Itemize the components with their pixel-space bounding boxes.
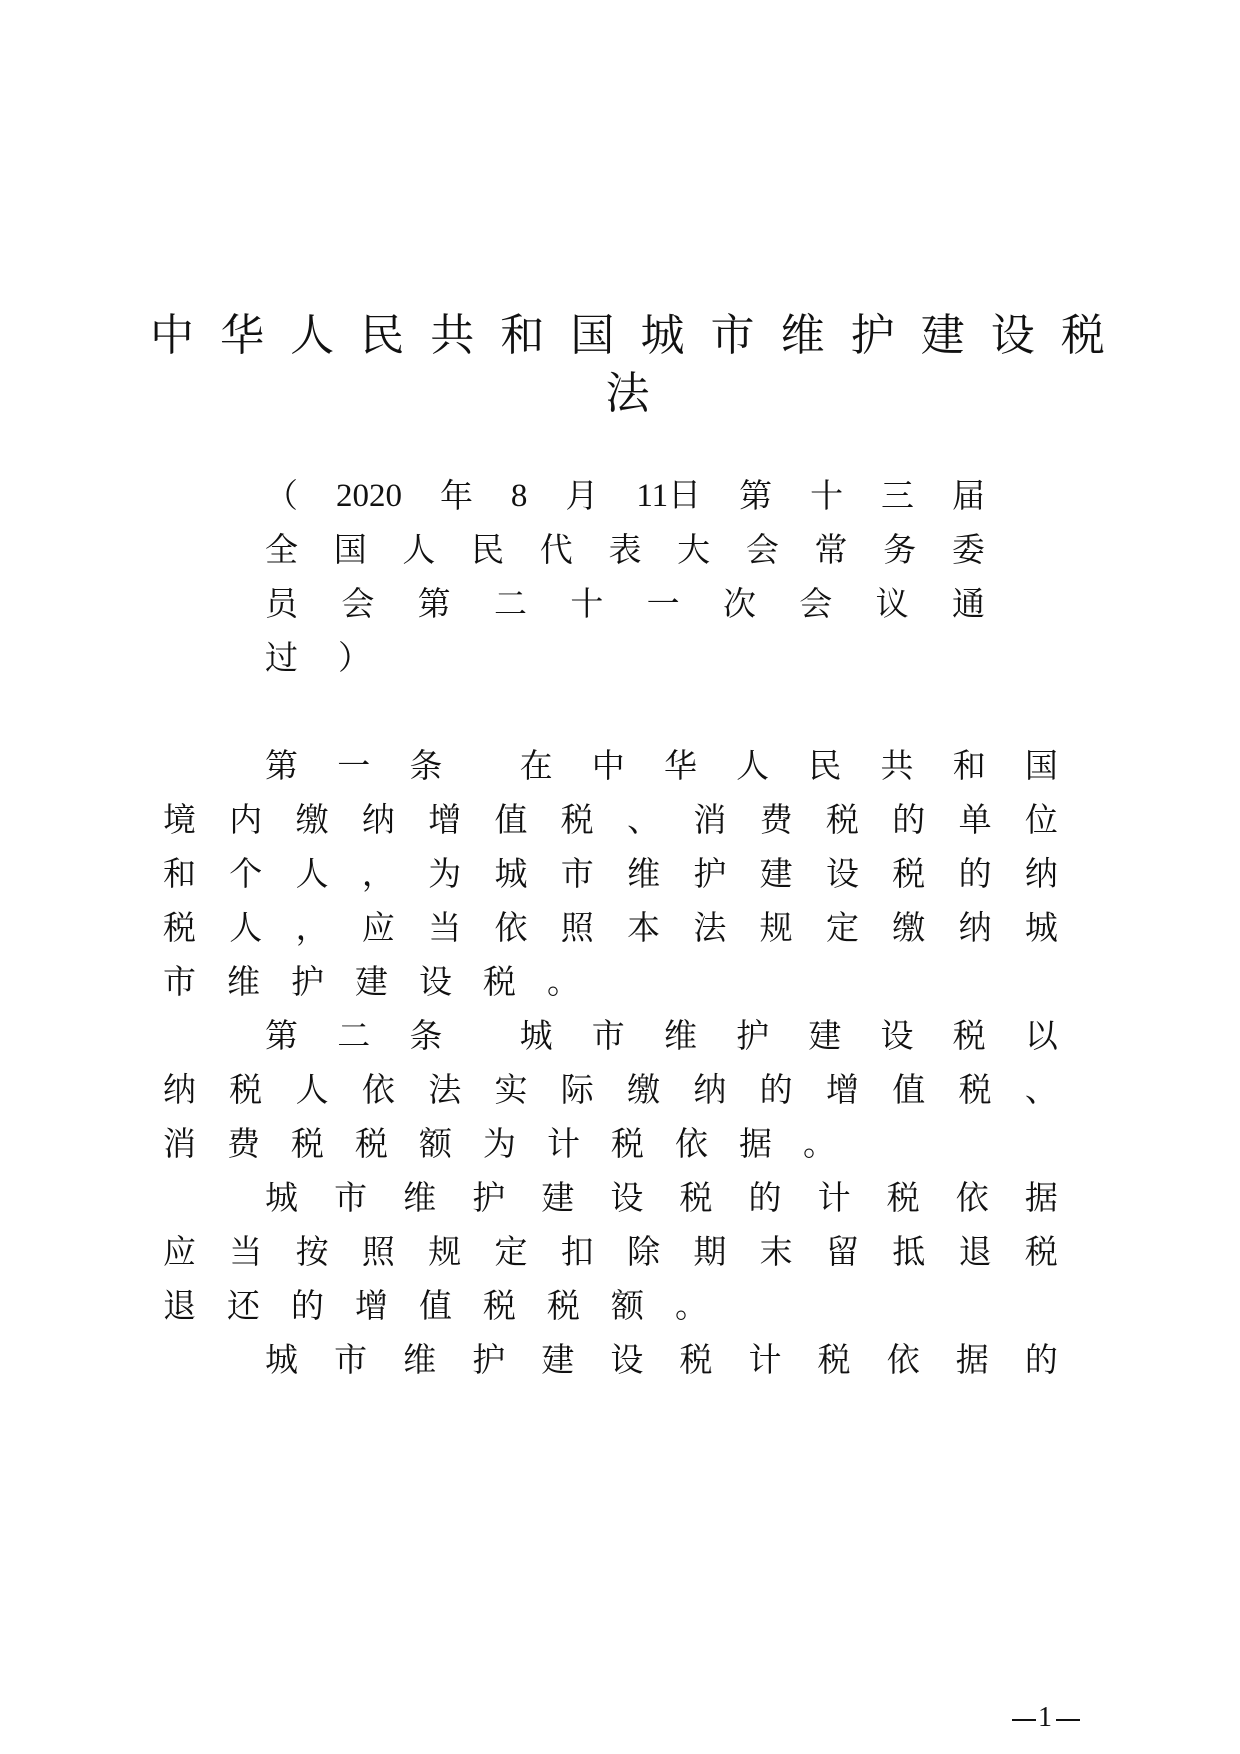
char: 税	[1060, 310, 1105, 361]
char: 会	[341, 584, 375, 623]
char: 华	[220, 310, 265, 361]
char: 实	[494, 1070, 528, 1109]
char: 维	[403, 1178, 437, 1217]
char: 税	[560, 800, 594, 839]
char: 依	[361, 1070, 395, 1109]
char: 市	[591, 1016, 625, 1055]
char: 退	[163, 1286, 196, 1325]
char: 常	[814, 530, 848, 569]
adoption-note-line-4	[265, 636, 371, 680]
char: 务	[883, 530, 917, 569]
char: 设	[880, 1016, 914, 1055]
char: 税	[825, 800, 859, 839]
char: 当	[229, 1232, 263, 1271]
char: 条	[409, 1016, 443, 1055]
char: 民	[808, 746, 842, 785]
char: 建	[920, 310, 965, 361]
char: 在	[519, 746, 553, 785]
char: 共	[880, 746, 914, 785]
char: 扣	[560, 1232, 594, 1271]
article-1-line-5	[163, 960, 580, 1004]
char: 民	[360, 310, 405, 361]
char: 缴	[295, 800, 329, 839]
char: 内	[229, 800, 263, 839]
char: 税	[886, 1178, 920, 1217]
char: 民	[471, 530, 505, 569]
char: 中	[591, 746, 625, 785]
char: 和	[952, 746, 986, 785]
article-2-line-1	[265, 1014, 1058, 1058]
char: 值	[892, 1070, 926, 1109]
char: 建	[355, 962, 388, 1001]
char: 建	[808, 1016, 842, 1055]
char: 税	[817, 1340, 851, 1379]
char: 城	[265, 1178, 298, 1217]
char: 缴	[627, 1070, 661, 1109]
dash-right	[1056, 1719, 1080, 1721]
char: 留	[825, 1232, 859, 1271]
char: 城	[494, 854, 528, 893]
char: 税	[952, 1016, 986, 1055]
char: 据	[1024, 1178, 1058, 1217]
char: 法	[428, 1070, 462, 1109]
char: 税	[611, 1124, 644, 1163]
char: 税	[229, 1070, 263, 1109]
char: 城	[1024, 908, 1058, 947]
char: 人	[290, 310, 335, 361]
char: 缴	[892, 908, 926, 947]
char: 税	[355, 1124, 388, 1163]
char: 市	[710, 310, 755, 361]
char: 据	[739, 1124, 772, 1163]
char: 建	[541, 1340, 575, 1379]
char: 月	[565, 476, 599, 515]
char: 8	[510, 478, 528, 514]
char: 抵	[892, 1232, 926, 1271]
char: 本	[627, 908, 661, 947]
char: 的	[958, 854, 992, 893]
char: 定	[825, 908, 859, 947]
char: 个	[229, 854, 263, 893]
char: 员	[265, 584, 298, 623]
char: 委	[951, 530, 985, 569]
char: 维	[227, 962, 260, 1001]
char: 照	[361, 1232, 395, 1271]
char: 依	[886, 1340, 920, 1379]
char: 依	[494, 908, 528, 947]
char: 以	[1024, 1016, 1058, 1055]
char: 设	[825, 854, 859, 893]
char: 值	[494, 800, 528, 839]
char: 税	[679, 1178, 713, 1217]
char: 会	[745, 530, 779, 569]
char: 位	[1024, 800, 1058, 839]
char: 人	[736, 746, 770, 785]
char: ，	[361, 854, 395, 893]
char: 。	[547, 962, 580, 1001]
char: 过	[265, 638, 298, 677]
char: 护	[693, 854, 727, 893]
char: 设	[990, 310, 1035, 361]
char: 市	[334, 1178, 368, 1217]
char: 增	[825, 1070, 859, 1109]
char: 城	[265, 1340, 298, 1379]
char: 费	[227, 1124, 260, 1163]
char: 市	[334, 1340, 368, 1379]
char: 的	[291, 1286, 324, 1325]
char: 增	[355, 1286, 388, 1325]
char: 纳	[361, 800, 395, 839]
char: 人	[402, 530, 436, 569]
char: 单	[958, 800, 992, 839]
char: 和	[163, 854, 196, 893]
char: 规	[759, 908, 793, 947]
document-title-continued: 法	[605, 368, 650, 419]
char: 期	[693, 1232, 727, 1271]
char: 当	[428, 908, 462, 947]
char: 设	[610, 1340, 644, 1379]
char: 护	[291, 962, 324, 1001]
char: 税	[483, 962, 516, 1001]
char: 十	[810, 476, 844, 515]
char: 的	[748, 1178, 782, 1217]
char: 还	[227, 1286, 260, 1325]
char: 城	[519, 1016, 553, 1055]
document-title	[150, 306, 1105, 366]
char: 消	[693, 800, 727, 839]
char: 增	[428, 800, 462, 839]
char: 为	[428, 854, 462, 893]
char: 表	[608, 530, 642, 569]
char: 的	[759, 1070, 793, 1109]
char: 照	[560, 908, 594, 947]
char: 市	[163, 962, 196, 1001]
char: 维	[627, 854, 661, 893]
char: ）	[338, 638, 371, 677]
article-1-line-4	[163, 906, 1058, 950]
char: 税	[892, 854, 926, 893]
char: 纳	[693, 1070, 727, 1109]
char: 为	[483, 1124, 516, 1163]
char: 全	[265, 530, 298, 569]
char: 税	[483, 1286, 516, 1325]
char: 2020	[335, 478, 402, 514]
char: 第	[417, 584, 451, 623]
char: 共	[430, 310, 475, 361]
char: 第	[265, 746, 298, 785]
char: 护	[850, 310, 895, 361]
char: 法	[693, 908, 727, 947]
char: 维	[663, 1016, 697, 1055]
char: 据	[955, 1340, 989, 1379]
article-2-line-3	[163, 1122, 836, 1166]
char: 维	[780, 310, 825, 361]
char: 会	[799, 584, 833, 623]
article-1-line-3	[163, 852, 1058, 896]
char: 税	[679, 1340, 713, 1379]
char: 人	[295, 1070, 329, 1109]
char: 纳	[163, 1070, 196, 1109]
char: 的	[1024, 1340, 1058, 1379]
char: 十	[570, 584, 604, 623]
char: 大	[677, 530, 711, 569]
char: 消	[163, 1124, 196, 1163]
char: 国	[1024, 746, 1058, 785]
paragraph-3-line-1	[265, 1338, 1058, 1382]
char: 年	[439, 476, 473, 515]
char: 除	[627, 1232, 661, 1271]
char: 、	[1024, 1070, 1058, 1109]
char: 条	[409, 746, 443, 785]
char: 计	[547, 1124, 580, 1163]
char: 纳	[1024, 854, 1058, 893]
adoption-note-line-3	[265, 582, 985, 626]
char: 额	[419, 1124, 452, 1163]
article-2-line-2	[163, 1068, 1058, 1112]
article-1-line-2	[163, 798, 1058, 842]
char: 税	[163, 908, 196, 947]
char: 护	[736, 1016, 770, 1055]
char: 设	[419, 962, 452, 1001]
char: 应	[163, 1232, 196, 1271]
page-number	[1010, 1700, 1082, 1736]
char: 退	[958, 1232, 992, 1271]
char: 一	[337, 746, 371, 785]
char: ，	[295, 908, 329, 947]
char: 国	[570, 310, 615, 361]
char: 依	[675, 1124, 708, 1163]
char: 纳	[958, 908, 992, 947]
char: 建	[759, 854, 793, 893]
paragraph-2-line-1	[265, 1176, 1058, 1220]
char: 11日	[636, 478, 702, 514]
page-number-value: 1	[1038, 1702, 1054, 1733]
char: 人	[229, 908, 263, 947]
char: 税	[547, 1286, 580, 1325]
char: 维	[403, 1340, 437, 1379]
char: 城	[640, 310, 685, 361]
char: 值	[419, 1286, 452, 1325]
article-1-line-1	[265, 744, 1058, 788]
paragraph-2-line-3	[163, 1284, 708, 1328]
char: 护	[472, 1178, 506, 1217]
char: 次	[722, 584, 756, 623]
char: 税	[958, 1070, 992, 1109]
char: 计	[817, 1178, 851, 1217]
char: 际	[560, 1070, 594, 1109]
char: 人	[295, 854, 329, 893]
char: 的	[892, 800, 926, 839]
char: 按	[295, 1232, 329, 1271]
char: 。	[803, 1124, 836, 1163]
char: 和	[500, 310, 545, 361]
char: 一	[646, 584, 680, 623]
paragraph-2-line-2	[163, 1230, 1058, 1274]
char: 计	[748, 1340, 782, 1379]
char: 、	[627, 800, 661, 839]
adoption-note-line-1	[265, 474, 985, 518]
char: 议	[875, 584, 909, 623]
dash-left	[1012, 1719, 1036, 1721]
char: 依	[955, 1178, 989, 1217]
char: 第	[265, 1016, 298, 1055]
char: 第	[739, 476, 773, 515]
char: 中	[150, 310, 194, 361]
adoption-note-line-2	[265, 528, 985, 572]
char: 规	[428, 1232, 462, 1271]
char: 护	[472, 1340, 506, 1379]
char: 定	[494, 1232, 528, 1271]
char: 通	[951, 584, 985, 623]
char: 税	[291, 1124, 324, 1163]
char: 额	[611, 1286, 644, 1325]
char: 届	[952, 476, 985, 515]
char: 境	[163, 800, 196, 839]
char: 应	[361, 908, 395, 947]
char: 。	[675, 1286, 708, 1325]
char: 建	[541, 1178, 575, 1217]
char: 末	[759, 1232, 793, 1271]
char: 税	[1024, 1232, 1058, 1271]
char: 二	[493, 584, 527, 623]
char: 三	[881, 476, 915, 515]
char: 二	[337, 1016, 371, 1055]
char: （	[265, 476, 298, 515]
char: 华	[663, 746, 697, 785]
char: 设	[610, 1178, 644, 1217]
char: 费	[759, 800, 793, 839]
char: 代	[539, 530, 573, 569]
char: 市	[560, 854, 594, 893]
char: 国	[333, 530, 367, 569]
